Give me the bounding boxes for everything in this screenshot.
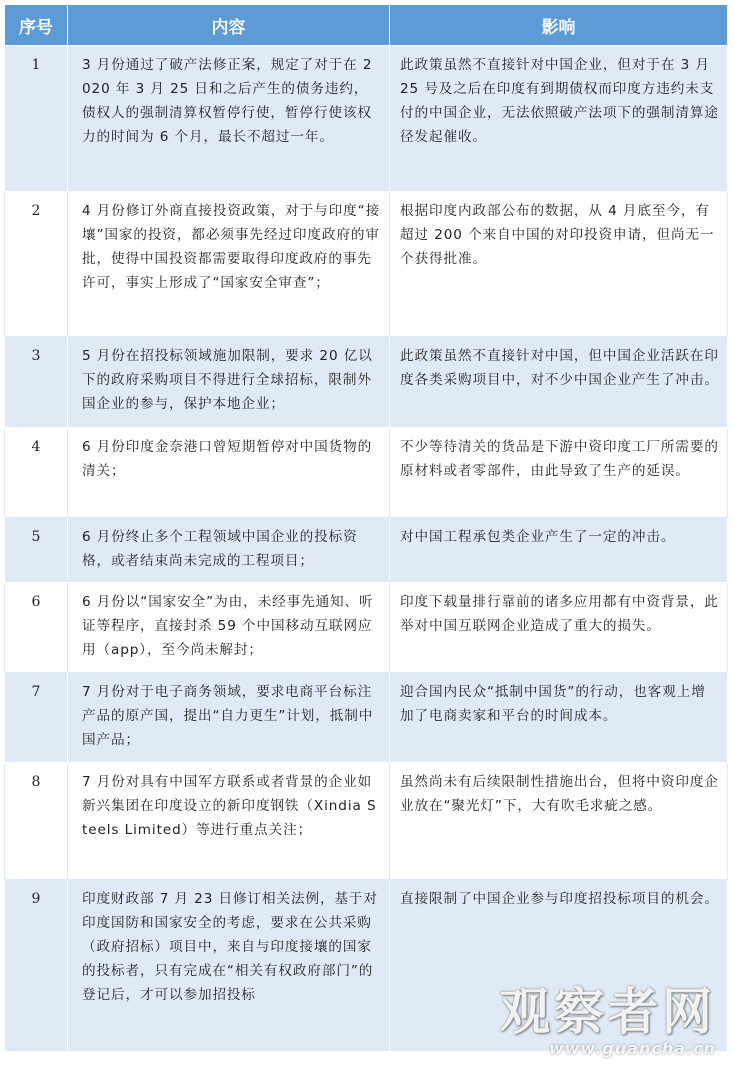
row-impact: 迎合国内民众“抵制中国货”的行动，也客观上增加了电商卖家和平台的时间成本。 — [390, 673, 728, 763]
row-content: 7 月份对具有中国军方联系或者背景的企业如新兴集团在印度设立的新印度钢铁（Xindia Steels Limited）等进行重点关注； — [68, 763, 390, 880]
table-row — [5, 880, 728, 1052]
row-impact: 对中国工程承包类企业产生了一定的冲击。 — [390, 518, 728, 583]
row-impact: 印度下载量排行靠前的诸多应用都有中资背景，此举对中国互联网企业造成了重大的损失。 — [390, 583, 728, 673]
row-index: 9 — [5, 880, 68, 1052]
table-row — [5, 46, 728, 192]
policy-table — [4, 4, 728, 1052]
table-row — [5, 192, 728, 337]
row-impact: 直接限制了中国企业参与印度招投标项目的机会。 — [390, 880, 728, 1052]
header-content: 内容 — [68, 5, 390, 46]
row-index: 8 — [5, 763, 68, 880]
row-content: 印度财政部 7 月 23 日修订相关法例，基于对印度国防和国家安全的考虑，要求在公共采购（政府招标）项目中，来自与印度接壤的国家的投标者，只有完成在“相关有权政府部门”的登记后，才可以参加招投标 — [68, 880, 390, 1052]
table-row — [5, 518, 728, 583]
header-impact: 影响 — [390, 5, 728, 46]
row-index: 7 — [5, 673, 68, 763]
row-impact: 此政策虽然不直接针对中国，但中国企业活跃在印度各类采购项目中，对不少中国企业产生了冲击。 — [390, 337, 728, 428]
row-content: 6 月份印度金奈港口曾短期暂停对中国货物的清关； — [68, 428, 390, 518]
table-row — [5, 763, 728, 880]
row-content: 6 月份以“国家安全”为由，未经事先通知、听证等程序，直接封杀 59 个中国移动互联网应用（app），至今尚未解封； — [68, 583, 390, 673]
header-index: 序号 — [5, 5, 68, 46]
row-index: 1 — [5, 46, 68, 192]
watermark-url: www.guancha.cn — [548, 1039, 716, 1058]
row-index: 6 — [5, 583, 68, 673]
row-content: 3 月份通过了破产法修正案，规定了对于在 2020 年 3 月 25 日和之后产生的债务违约，债权人的强制清算权暂停行使，暂停行使该权力的时间为 6 个月，最长不超过一年。 — [68, 46, 390, 192]
row-impact: 虽然尚未有后续限制性措施出台，但将中资印度企业放在“聚光灯”下，大有吹毛求疵之感。 — [390, 763, 728, 880]
table-row — [5, 583, 728, 673]
table-row — [5, 337, 728, 428]
row-content: 6 月份终止多个工程领域中国企业的投标资格，或者结束尚未完成的工程项目； — [68, 518, 390, 583]
row-index: 2 — [5, 192, 68, 337]
row-content: 4 月份修订外商直接投资政策，对于与印度“接壤”国家的投资，都必须事先经过印度政府的审批，使得中国投资都需要取得印度政府的事先许可，事实上形成了“国家安全审查”； — [68, 192, 390, 337]
watermark-logo-text: 观察者网 — [500, 982, 716, 1041]
row-content: 7 月份对于电子商务领域，要求电商平台标注产品的原产国，提出“自力更生”计划，抵制中国产品； — [68, 673, 390, 763]
table-header-row — [5, 5, 728, 46]
row-content: 5 月份在招投标领域施加限制，要求 20 亿以下的政府采购项目不得进行全球招标，限制外国企业的参与，保护本地企业； — [68, 337, 390, 428]
row-index: 4 — [5, 428, 68, 518]
row-impact: 此政策虽然不直接针对中国企业，但对于在 3 月 25 号及之后在印度有到期债权而印度方违约未支付的中国企业，无法依照破产法项下的强制清算途径发起催收。 — [390, 46, 728, 192]
table-row — [5, 428, 728, 518]
row-index: 5 — [5, 518, 68, 583]
row-impact: 不少等待清关的货品是下游中资印度工厂所需要的原材料或者零部件，由此导致了生产的延误。 — [390, 428, 728, 518]
row-impact: 根据印度内政部公布的数据，从 4 月底至今，有超过 200 个来自中国的对印投资申请，但尚无一个获得批准。 — [390, 192, 728, 337]
table-row — [5, 673, 728, 763]
row-index: 3 — [5, 337, 68, 428]
